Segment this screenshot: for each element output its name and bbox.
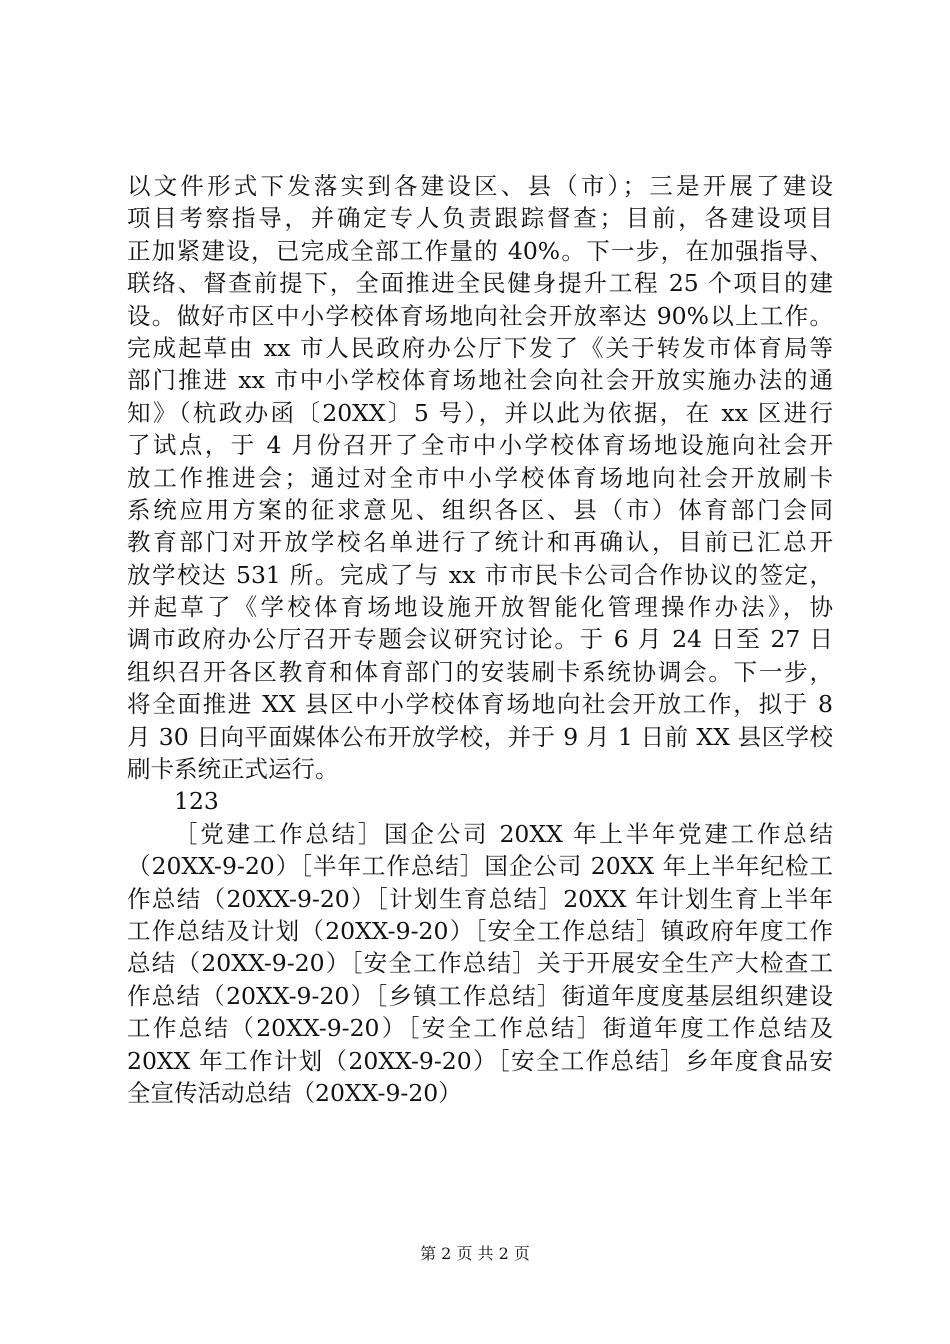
paragraph-line: 总结（20XX-9-20）［安全工作总结］关于开展安全生产大检查工	[127, 949, 833, 978]
paragraph-line: 月 30 日向平面媒体公布开放学校，并于 9 月 1 日前 XX 县区学校	[127, 722, 833, 751]
paragraph-line: 放学校达 531 所。完成了与 xx 市市民卡公司合作协议的签定，	[127, 560, 833, 589]
paragraph-line: 项目考察指导，并确定专人负责跟踪督查；目前，各建设项目	[127, 204, 833, 233]
paragraph-line: 设。做好市区中小学校体育场地向社会开放率达 90%以上工作。	[127, 301, 833, 330]
paragraph-line: 完成起草由 xx 市人民政府办公厅下发了《关于转发市体育局等	[127, 333, 833, 362]
paragraph-line: 以文件形式下发落实到各建设区、县（市）；三是开展了建设	[127, 172, 833, 200]
paragraph-line: 组织召开各区教育和体育部门的安装刷卡系统协调会。下一步，	[127, 657, 833, 686]
paragraph-line: 联络、督查前提下，全面推进全民健身提升工程 25 个项目的建	[127, 269, 833, 298]
paragraph-line: 并起草了《学校体育场地设施开放智能化管理操作办法》，协	[127, 593, 833, 622]
paragraph-line: 教育部门对开放学校名单进行了统计和再确认，目前已汇总开	[127, 528, 833, 557]
paragraph-line: 20XX 年工作计划（20XX-9-20）［安全工作总结］乡年度食品安	[127, 1046, 833, 1075]
paragraph-line: 工作总结（20XX-9-20）［安全工作总结］街道年度工作总结及	[127, 1014, 833, 1043]
paragraph-line: 调市政府办公厅召开专题会议研究讨论。于 6 月 24 日至 27 日	[127, 625, 833, 654]
paragraph-line: 了试点，于 4 月份召开了全市中小学校体育场地设施向社会开	[127, 431, 833, 460]
paragraph-line: （20XX-9-20）［半年工作总结］国企公司 20XX 年上半年纪检工	[127, 852, 833, 881]
paragraph-line: 系统应用方案的征求意见、组织各区、县（市）体育部门会同	[127, 495, 833, 524]
paragraph-line: 放工作推进会；通过对全市中小学校体育场地向社会开放刷卡	[127, 463, 833, 492]
paragraph-line: 刷卡系统正式运行。	[127, 755, 339, 784]
paragraph-line: 知》（杭政办函〔20XX〕5 号），并以此为依据，在 xx 区进行	[127, 398, 833, 427]
paragraph-related-articles	[127, 818, 833, 1110]
paragraph-line: 正加紧建设，已完成全部工作量的 40%。下一步，在加强指导、	[127, 236, 833, 265]
paragraph-line: 作总结（20XX-9-20）［乡镇工作总结］街道年度度基层组织建设	[127, 981, 833, 1010]
document-body	[127, 170, 833, 1109]
inline-page-number: 123	[174, 787, 219, 816]
paragraph-progress-report	[127, 170, 833, 785]
paragraph-line: 全宣传活动总结（20XX-9-20）	[127, 1078, 462, 1107]
paragraph-line: 将全面推进 XX 县区中小学校体育场地向社会开放工作，拟于 8	[127, 690, 833, 719]
page-footer: 第 2 页 共 2 页	[420, 1244, 530, 1263]
paragraph-line: 部门推进 xx 市中小学校体育场地社会向社会开放实施办法的通	[127, 366, 833, 395]
paragraph-line: 作总结（20XX-9-20）［计划生育总结］20XX 年计划生育上半年	[127, 884, 833, 913]
paragraph-line: 工作总结及计划（20XX-9-20）［安全工作总结］镇政府年度工作	[127, 916, 833, 945]
paragraph-line: ［党建工作总结］国企公司 20XX 年上半年党建工作总结	[174, 819, 833, 848]
